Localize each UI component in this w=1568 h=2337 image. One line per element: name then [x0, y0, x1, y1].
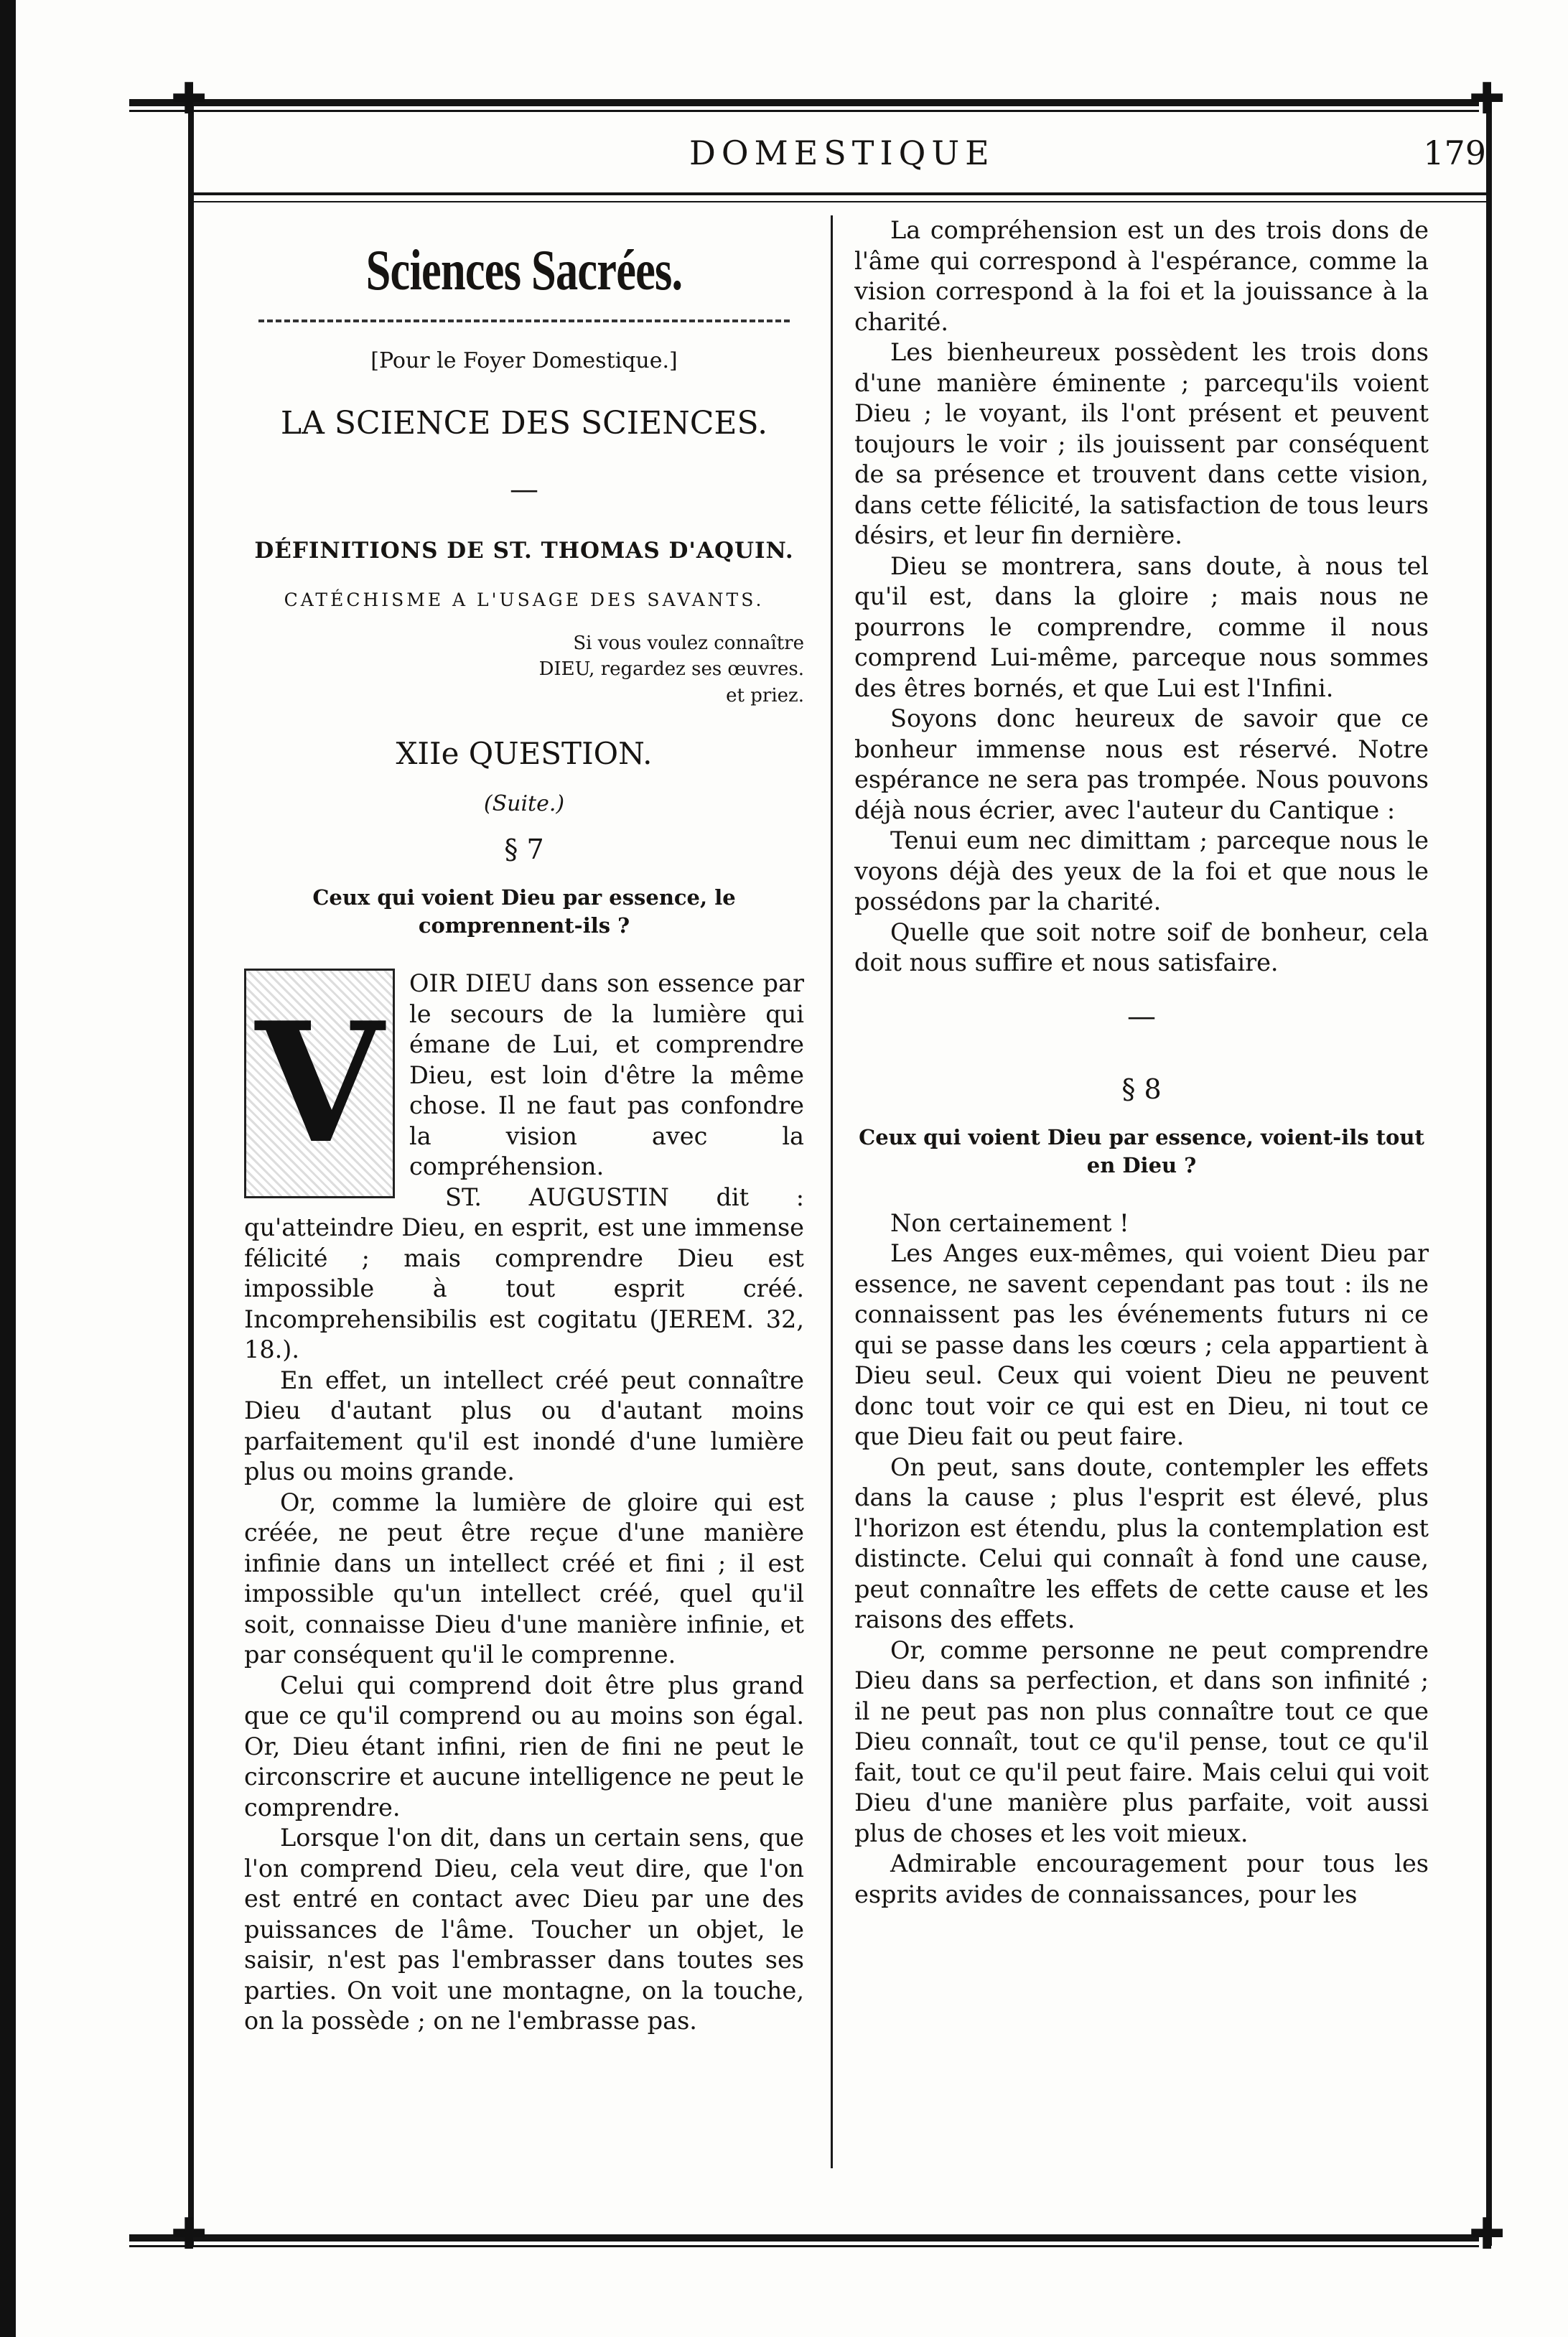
column-divider [831, 215, 833, 2168]
separator: — [1127, 999, 1156, 1033]
scan-edge-bar [0, 0, 16, 2337]
top-border-rule-thin [129, 110, 1479, 112]
epigraph [517, 630, 804, 709]
question-heading: Ceux qui voient Dieu par essence, le comprennent-ils ? [312, 885, 736, 938]
paragraph: Lorsque l'on dit, dans un certain sens, que l'on comprend Dieu, cela veut dire, que l'on est entré en contact avec Dieu par une des puissances de l'âme. Toucher un objet, le saisir, n'est pas l'embrasser dans toutes ses parties. On voit une montagne, on la touche, on la possède ; on ne l'embrasse pas. [244, 1824, 804, 2035]
ornamental-drop-cap [244, 969, 395, 1198]
left-border-rule [188, 99, 194, 2246]
paragraph: La compréhension est un des trois dons de l'âme qui correspond à l'espérance, comme la vision correspond à la foi et la jouissance à la charité. [854, 216, 1429, 336]
paragraph: Admirable encouragement pour tous les esprits avides de connaissances, pour les [854, 1849, 1429, 1908]
top-border-rule [129, 99, 1479, 106]
corner-ornament-icon: ✚ [171, 74, 207, 124]
left-body-text [244, 969, 804, 2037]
question-title: XIIe QUESTION. [396, 736, 653, 772]
paragraph: Quelle que soit notre soif de bonheur, cela doit nous suffire et nous satisfaire. [854, 918, 1429, 976]
paragraph: Or, comme personne ne peut comprendre Dieu dans sa perfection, et dans son infinité ; il ne peut pas non plus connaître tout ce que Dieu connaît, tout ce qu'il pense, tout ce qu'il fait, tout ce qu'il peut faire. Mais celui qui voit Dieu d'une manière plus parfaite, voit aussi plus de choses et les voit mieux. [854, 1636, 1429, 1847]
paragraph: Tenui eum nec dimittam ; parceque nous le voyons déjà des yeux de la foi et que nous le possédons par la charité. [854, 826, 1429, 915]
dashed-rule [258, 319, 790, 322]
catechism-line: CATÉCHISME A L'USAGE DES SAVANTS. [284, 589, 765, 610]
paragraph: ST. AUGUSTIN dit : qu'atteindre Dieu, en esprit, est une immense félicité ; mais comprendre Dieu est impossible à tout esprit créé. Incomprehensibilis est cogitatu (JEREM. 32, 18.). [244, 1183, 804, 1364]
epigraph-line: DIEU, regardez ses œuvres. [538, 658, 804, 681]
epigraph-line: et priez. [726, 684, 804, 706]
header-title: DOMESTIQUE [689, 134, 995, 172]
right-column [854, 215, 1429, 2168]
paragraph: Les bienheureux possèdent les trois dons d'une manière éminente ; parcequ'ils voient Dieu ; le voyant, ils l'ont présent et peuvent toujours le voir ; ils jouissent par conséquent de sa présence et trouvent dans cette vision, dans cette félicité, la satisfaction de tous leurs désirs, et leur fin dernière. [854, 338, 1429, 549]
paragraph: Celui qui comprend doit être plus grand que ce qu'il comprend ou au moins son égal. Or, Dieu étant infini, rien de fini ne peut le circonscrire et aucune intelligence ne peut le comprendre. [244, 1671, 804, 1821]
paragraph: OIR DIEU dans son essence par le secours de la lumière qui émane de Lui, et comprendre Dieu, est loin d'être la même chose. Il ne faut pas confondre la vision avec la compréhension. [409, 969, 804, 1181]
paragraph: Non certainement ! [890, 1208, 1129, 1237]
header-underline [194, 192, 1486, 195]
paragraph: Les Anges eux-mêmes, qui voient Dieu par essence, ne savent cependant pas tout : ils ne connaissent pas les événements futurs ni ce qui se passe dans les cœurs ; cela appartient à Dieu seul. Ceux qui voient Dieu ne peuvent donc tout voir ce qui est en Dieu, ni tout ce que Dieu fait ou peut faire. [854, 1239, 1429, 1451]
running-header [194, 128, 1486, 185]
right-border-rule [1486, 99, 1492, 2246]
paragraph: Or, comme la lumière de gloire qui est créée, ne peut être reçue d'une manière infinie dans un intellect créé et fini ; il est impossible qu'un intellect créé, quel qu'il soit, connaisse Dieu d'une manière infinie, et par conséquent qu'il le comprenne. [244, 1488, 804, 1669]
page-number: 179 [1423, 134, 1486, 172]
section-mark: § 8 [1121, 1073, 1162, 1105]
section-mark: § 7 [504, 834, 544, 866]
right-body-text-a [854, 215, 1429, 979]
section-title: Sciences Sacrées. [365, 239, 683, 302]
question-heading: Ceux qui voient Dieu par essence, voient-ils tout en Dieu ? [859, 1124, 1424, 1177]
article-title: LA SCIENCE DES SCIENCES. [280, 405, 768, 442]
suite-label: (Suite.) [483, 791, 565, 817]
separator: — [510, 473, 538, 506]
paragraph: En effet, un intellect créé peut connaître Dieu d'autant plus ou d'autant moins parfaitement qu'il est inondé d'une lumière plus ou moins grande. [244, 1366, 804, 1486]
paragraph: On peut, sans doute, contempler les effets dans la cause ; plus l'esprit est élevé, plus l'horizon est étendu, plus la contemplation est distincte. Celui qui connaît à fond une cause, peut connaître les effets de cette cause et les raisons des effets. [854, 1452, 1429, 1634]
paragraph: Soyons donc heureux de savoir que ce bonheur immense nous est réservé. Notre espérance ne sera pas trompée. Nous pouvons déjà nous écrier, avec l'auteur du Cantique : [854, 704, 1429, 824]
bottom-border-rule-thin [129, 2245, 1479, 2247]
drop-cap-letter: V [255, 986, 384, 1181]
corner-ornament-icon: ✚ [171, 2209, 207, 2259]
subheading: DÉFINITIONS DE ST. THOMAS D'AQUIN. [254, 538, 794, 564]
header-underline-thin [194, 201, 1486, 202]
corner-ornament-icon: ✚ [1469, 2209, 1506, 2259]
right-body-text-b [854, 1208, 1429, 1911]
left-column [244, 215, 804, 2168]
bottom-border-rule [129, 2234, 1479, 2242]
credit-line: [Pour le Foyer Domestique.] [370, 348, 678, 373]
corner-ornament-icon: ✚ [1469, 74, 1506, 124]
epigraph-line: Si vous voulez connaître [573, 633, 804, 654]
paragraph: Dieu se montrera, sans doute, à nous tel qu'il est, dans la gloire ; mais nous ne pourrons le comprendre, comme il nous comprend Lui-même, parceque nous sommes des êtres bornés, et que Lui est l'Infini. [854, 551, 1429, 702]
